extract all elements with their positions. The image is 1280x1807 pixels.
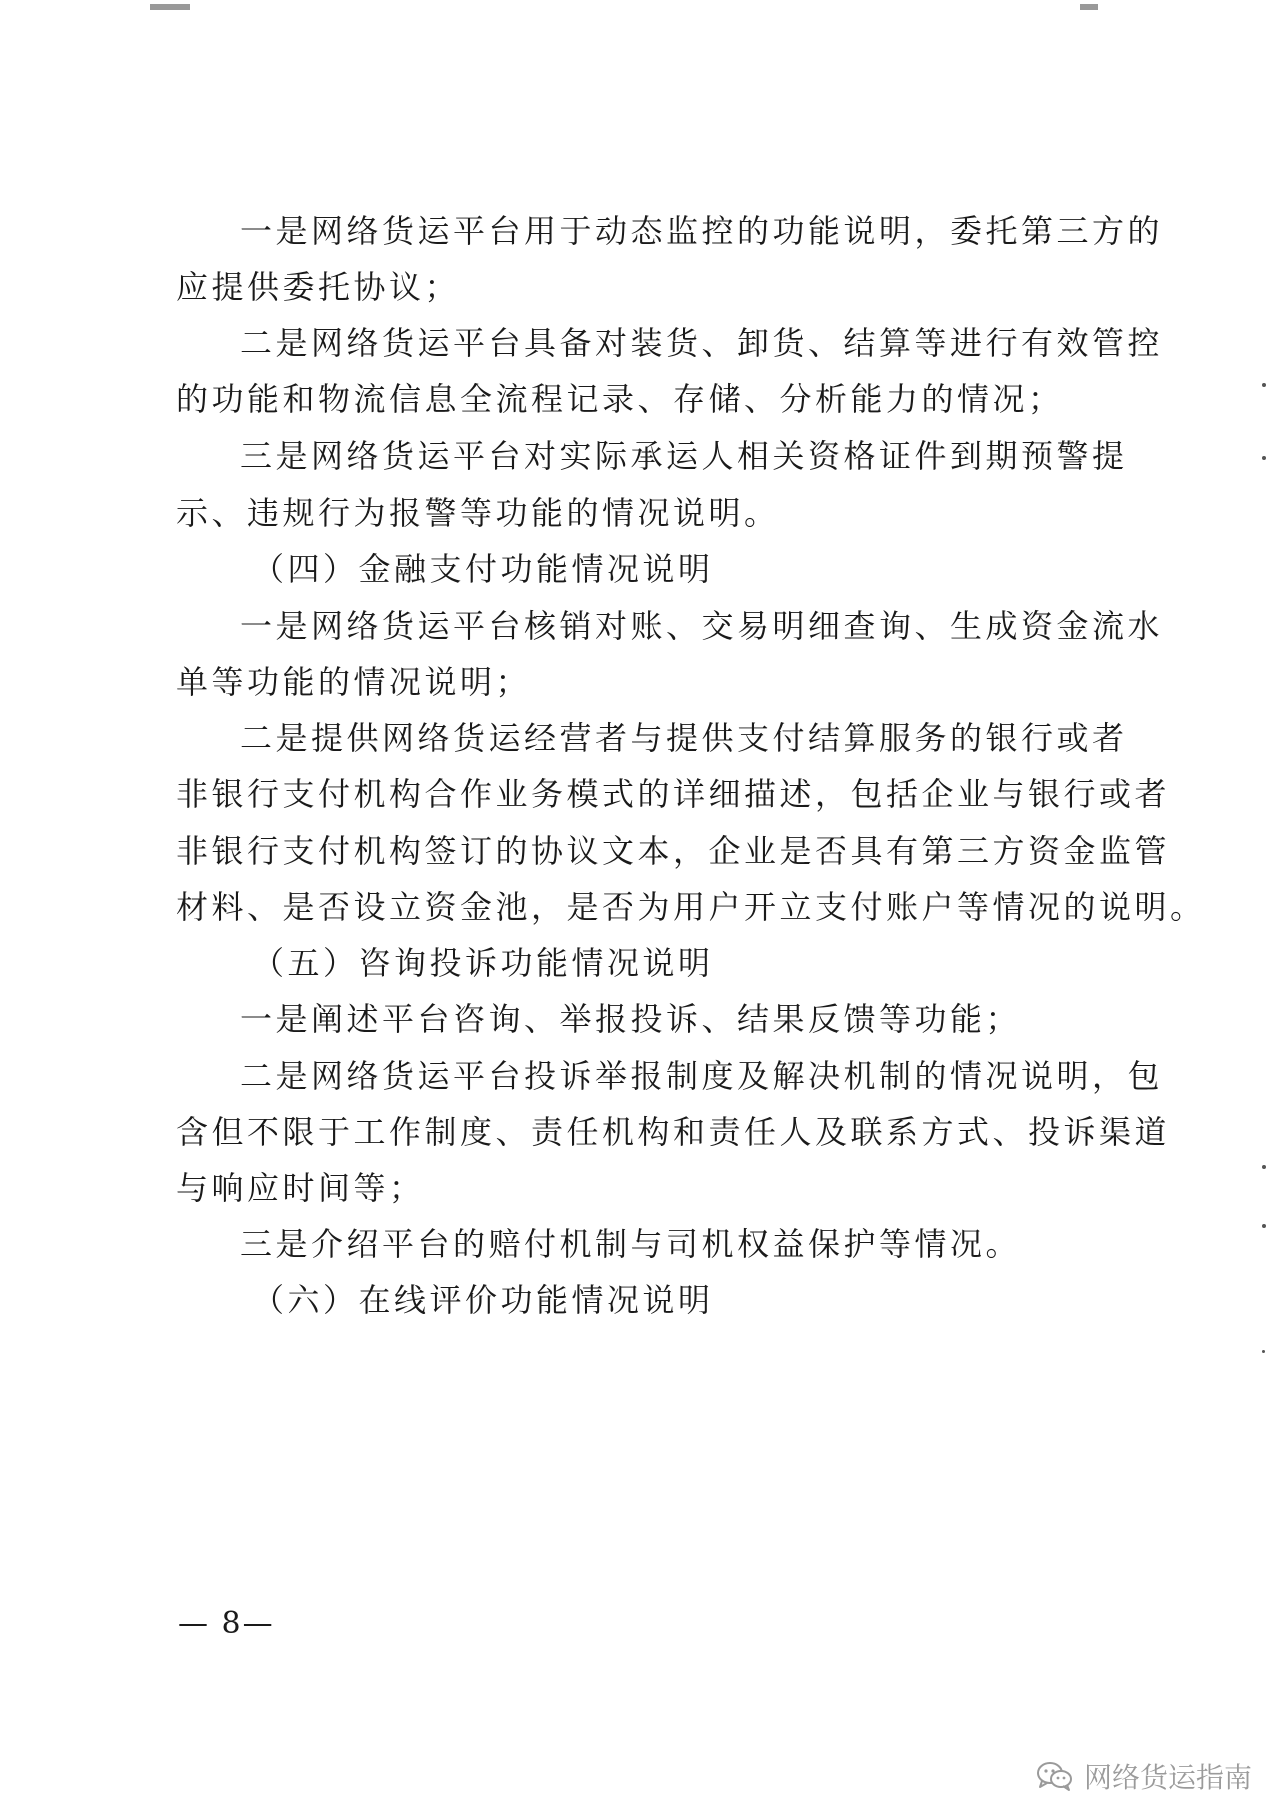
paragraph-line: 单等功能的情况说明； — [176, 663, 532, 701]
scan-speck — [1262, 1350, 1265, 1353]
paragraph-line: 非银行支付机构签订的协议文本，企业是否具有第三方资金监管 — [176, 832, 1171, 870]
paragraph-line: 非银行支付机构合作业务模式的详细描述，包括企业与银行或者 — [176, 775, 1171, 813]
scan-speck — [1262, 456, 1266, 460]
scan-mark — [1080, 4, 1098, 10]
page-number: — 8— — [178, 1606, 275, 1641]
paragraph-line: 一是网络货运平台核销对账、交易明细查询、生成资金流水 — [240, 607, 1164, 645]
paragraph-line: 一是阐述平台咨询、举报投诉、结果反馈等功能； — [240, 1000, 1022, 1038]
wechat-icon — [1036, 1760, 1074, 1792]
scan-mark — [150, 4, 190, 10]
watermark — [1036, 1756, 1252, 1796]
paragraph-line: 含但不限于工作制度、责任机构和责任人及联系方式、投诉渠道 — [176, 1113, 1171, 1151]
paragraph-line: 应提供委托协议； — [176, 268, 461, 306]
scan-speck — [1262, 383, 1266, 387]
paragraph-line: 三是网络货运平台对实际承运人相关资格证件到期预警提 — [240, 437, 1128, 475]
paragraph-line: 三是介绍平台的赔付机制与司机权益保护等情况。 — [240, 1225, 1022, 1263]
scan-speck — [1262, 1224, 1266, 1228]
paragraph-line: 示、违规行为报警等功能的情况说明。 — [176, 494, 780, 532]
paragraph-line: 二是提供网络货运经营者与提供支付结算服务的银行或者 — [240, 719, 1128, 757]
paragraph-line: 二是网络货运平台具备对装货、卸货、结算等进行有效管控 — [240, 324, 1164, 362]
section-heading: （四）金融支付功能情况说明 — [252, 550, 714, 588]
paragraph-line: 材料、是否设立资金池，是否为用户开立支付账户等情况的说明。 — [176, 888, 1206, 926]
scan-speck — [1262, 1165, 1266, 1169]
paragraph-line: 二是网络货运平台投诉举报制度及解决机制的情况说明，包 — [240, 1057, 1164, 1095]
watermark-text: 网络货运指南 — [1083, 1761, 1252, 1794]
paragraph-line: 与响应时间等； — [176, 1169, 425, 1207]
paragraph-line: 的功能和物流信息全流程记录、存储、分析能力的情况； — [176, 380, 1064, 418]
paragraph-line: 一是网络货运平台用于动态监控的功能说明，委托第三方的 — [240, 212, 1164, 250]
section-heading: （六）在线评价功能情况说明 — [252, 1281, 714, 1319]
section-heading: （五）咨询投诉功能情况说明 — [252, 944, 714, 982]
